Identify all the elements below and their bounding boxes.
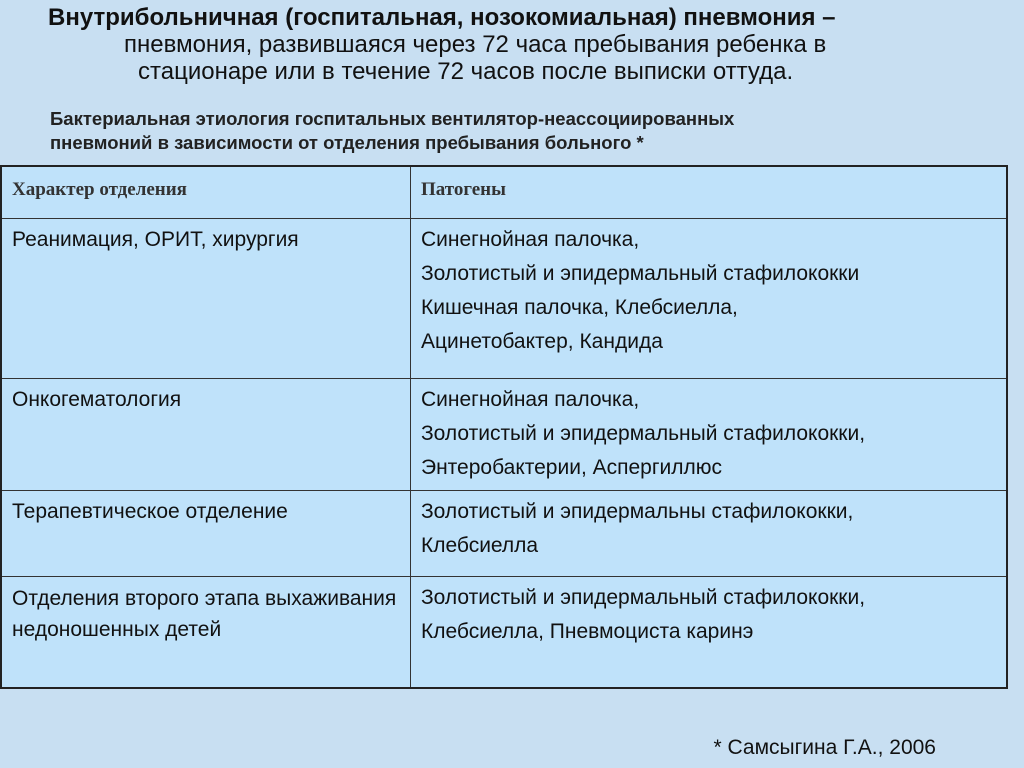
department-cell: Терапевтическое отделение [1, 490, 410, 576]
pathogen-line: Клебсиелла [420, 533, 539, 557]
pathogen-line: Золотистый и эпидермальны стафилококки, [420, 499, 854, 523]
pathogen-line: Ацинетобактер, Кандида [420, 329, 663, 353]
pathogen-line: Кишечная палочка, Клебсиелла, [420, 295, 738, 319]
pathogens-cell [410, 576, 1007, 688]
heading-line-3: стационаре или в течение 72 часов после выписки оттуда. [138, 58, 794, 85]
heading-line-1: Внутрибольничная (госпитальная, нозокомиальная) пневмония – [48, 4, 836, 31]
pathogens-cell [410, 490, 1007, 576]
pathogens-cell [410, 378, 1007, 490]
table-row [1, 378, 1007, 490]
pathogen-line: Золотистый и эпидермальный стафилококки, [420, 585, 866, 609]
pathogen-line: Синегнойная палочка, [420, 387, 640, 411]
header-pathogens: Патогены [410, 166, 1007, 218]
table-row [1, 576, 1007, 688]
department-cell: Отделения второго этапа выхаживания недоношенных детей [1, 576, 410, 688]
pathogen-line: Клебсиелла, Пневмоциста каринэ [420, 619, 754, 643]
pathogen-line: Энтеробактерии, Аспергиллюс [420, 455, 722, 479]
source-footnote: * Самсыгина Г.А., 2006 [713, 736, 936, 759]
department-cell: Реанимация, ОРИТ, хирургия [1, 218, 410, 378]
table-header-row [1, 166, 1007, 218]
heading-line-2: пневмония, развившаяся через 72 часа пребывания ребенка в [124, 31, 827, 58]
pathogens-table [0, 165, 1008, 689]
page-heading [48, 0, 1008, 85]
pathogen-line: Золотистый и эпидермальный стафилококки, [420, 421, 866, 445]
department-cell: Онкогематология [1, 378, 410, 490]
caption-line-2: пневмоний в зависимости от отделения пребывания больного * [50, 132, 644, 153]
table-caption [50, 107, 950, 155]
pathogens-cell [410, 218, 1007, 378]
table-row [1, 490, 1007, 576]
table-row [1, 218, 1007, 378]
pathogen-line: Золотистый и эпидермальный стафилококки [420, 261, 860, 285]
header-department: Характер отделения [1, 166, 410, 218]
caption-line-1: Бактериальная этиология госпитальных вентилятор-неассоциированных [50, 108, 735, 129]
pathogen-line: Синегнойная палочка, [420, 227, 640, 251]
